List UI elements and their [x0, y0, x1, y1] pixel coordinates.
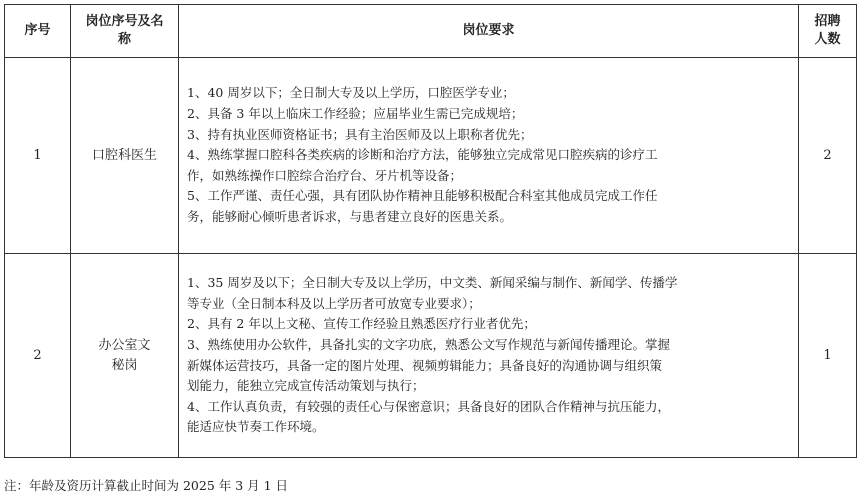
row-seq: 1 [5, 58, 71, 254]
table-row [5, 254, 857, 458]
table-row [5, 58, 857, 254]
row-position [71, 254, 179, 458]
header-row [5, 5, 857, 58]
requirement-line: 等专业（全日制本科及以上学历者可放宽专业要求）； [187, 295, 481, 311]
requirement-line: 5、工作严谨、责任心强，具有团队协作精神且能够积极配合科室其他成员完成工作任 [187, 188, 658, 204]
row-quota: 2 [799, 58, 857, 254]
requirement-line: 能适应快节奏工作环境。 [187, 419, 325, 435]
header-quota: 招聘人数 [799, 5, 857, 58]
row-requirements [179, 254, 799, 458]
requirement-line: 2、具有 2 年以上文秘、宣传工作经验且熟悉医疗行业者优先； [187, 316, 536, 332]
row-position: 口腔科医生 [71, 58, 179, 254]
row-position-text: 办公室文秘岗 [98, 337, 151, 373]
requirement-line: 3、持有执业医师资格证书；具有主治医师及以上职称者优先； [187, 126, 533, 142]
header-position: 岗位序号及名称 [71, 5, 179, 58]
recruitment-table [4, 4, 857, 458]
row-requirements [179, 58, 799, 254]
header-requirements: 岗位要求 [179, 5, 799, 58]
requirement-line: 1、35 周岁及以下；全日制大专及以上学历，中文类、新闻采编与制作、新闻学、传播学 [187, 275, 678, 291]
requirement-line: 务，能够耐心倾听患者诉求，与患者建立良好的医患关系。 [187, 208, 513, 224]
requirement-line: 4、工作认真负责，有较强的责任心与保密意识；具备良好的团队合作精神与抗压能力， [187, 398, 670, 414]
requirement-line: 新媒体运营技巧，具备一定的图片处理、视频剪辑能力；具备良好的沟通协调与组织策 [187, 357, 663, 373]
requirement-line: 3、熟练使用办公软件，具备扎实的文字功底，熟悉公文写作规范与新闻传播理论。掌握 [187, 336, 670, 352]
footnote: 注：年龄及资历计算截止时间为 2025 年 3 月 1 日 [4, 478, 289, 493]
requirement-line: 划能力，能独立完成宣传活动策划与执行； [187, 378, 425, 394]
requirement-line: 作，如熟练操作口腔综合治疗台、牙片机等设备； [187, 167, 463, 183]
requirement-line: 2、具备 3 年以上临床工作经验；应届毕业生需已完成规培； [187, 106, 524, 122]
row-quota: 1 [799, 254, 857, 458]
row-seq: 2 [5, 254, 71, 458]
requirement-line: 4、熟练掌握口腔科各类疾病的诊断和治疗方法，能够独立完成常见口腔疾病的诊疗工 [187, 147, 658, 163]
requirement-line: 1、40 周岁以下；全日制大专及以上学历，口腔医学专业； [187, 85, 515, 101]
header-seq: 序号 [5, 5, 71, 58]
